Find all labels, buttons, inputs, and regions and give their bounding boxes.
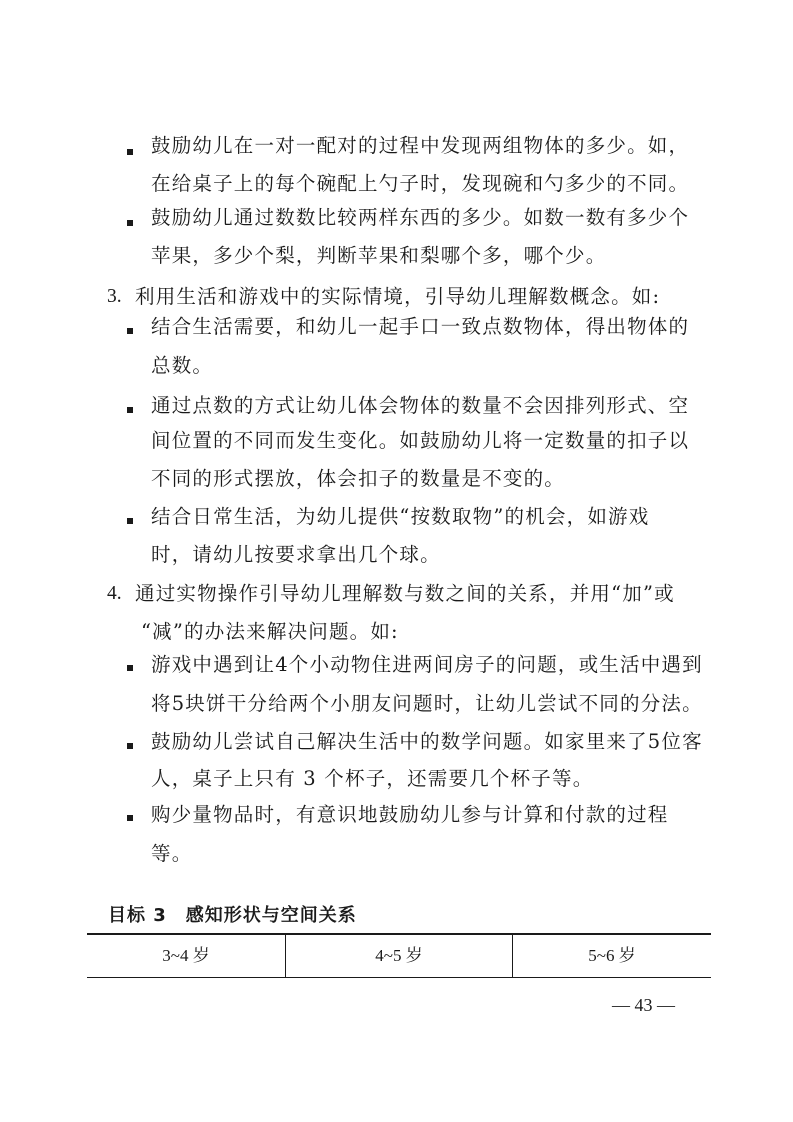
text-line: 通过点数的方式让幼儿体会物体的数量不会因排列形式、空 — [151, 394, 690, 417]
bullet-7 — [127, 743, 133, 749]
text-line: 人，桌子上只有 3 个杯子，还需要几个杯子等。 — [151, 767, 594, 790]
bullet-1 — [127, 149, 133, 155]
text-line: 鼓励幼儿在一对一配对的过程中发现两组物体的多少。如， — [151, 134, 690, 157]
table-header-cell: 4~5 岁 — [375, 946, 423, 965]
bullet-6 — [127, 665, 133, 671]
bullet-4 — [127, 407, 133, 413]
text-line: 游戏中遇到让4个小动物住进两间房子的问题，或生活中遇到 — [151, 653, 703, 676]
text-line: 时，请幼儿按要求拿出几个球。 — [151, 543, 441, 566]
table-header-cell: 3~4 岁 — [162, 946, 210, 965]
text-line: 总数。 — [151, 354, 214, 377]
text-line: 鼓励幼儿尝试自己解决生活中的数学问题。如家里来了5位客 — [151, 730, 703, 753]
text-line: 购少量物品时，有意识地鼓励幼儿参与计算和付款的过程 — [151, 803, 669, 826]
item-number-4: 4. — [107, 583, 122, 604]
text-line: “减”的办法来解决问题。如: — [141, 620, 399, 643]
item-number-3: 3. — [107, 286, 122, 307]
bullet-8 — [127, 815, 133, 821]
bullet-2 — [127, 220, 133, 226]
bullet-3 — [127, 328, 133, 334]
text-line: 在给桌子上的每个碗配上勺子时，发现碗和勺多少的不同。 — [151, 172, 690, 195]
age-table-header — [87, 933, 711, 978]
text-line: 不同的形式摆放，体会扣子的数量是不变的。 — [151, 467, 566, 490]
text-line: 鼓励幼儿通过数数比较两样东西的多少。如数一数有多少个 — [151, 206, 690, 229]
text-line: 结合生活需要，和幼儿一起手口一致点数物体，得出物体的 — [151, 315, 690, 338]
text-line: 等。 — [151, 842, 193, 865]
text-line: 将5块饼干分给两个小朋友问题时，让幼儿尝试不同的分法。 — [151, 692, 703, 715]
goal-title: 目标 3 感知形状与空间关系 — [108, 905, 357, 926]
bullet-5 — [127, 518, 133, 524]
text-line: 苹果，多少个梨，判断苹果和梨哪个多，哪个少。 — [151, 244, 607, 267]
page-number: — 43 — — [612, 995, 675, 1015]
text-line: 间位置的不同而发生变化。如鼓励幼儿将一定数量的扣子以 — [151, 429, 690, 452]
text-line: 利用生活和游戏中的实际情境，引导幼儿理解数概念。如: — [135, 285, 661, 308]
text-line: 结合日常生活，为幼儿提供“按数取物”的机会，如游戏 — [151, 505, 650, 528]
text-line: 通过实物操作引导幼儿理解数与数之间的关系，并用“加”或 — [135, 582, 675, 605]
table-header-cell: 5~6 岁 — [588, 946, 636, 965]
